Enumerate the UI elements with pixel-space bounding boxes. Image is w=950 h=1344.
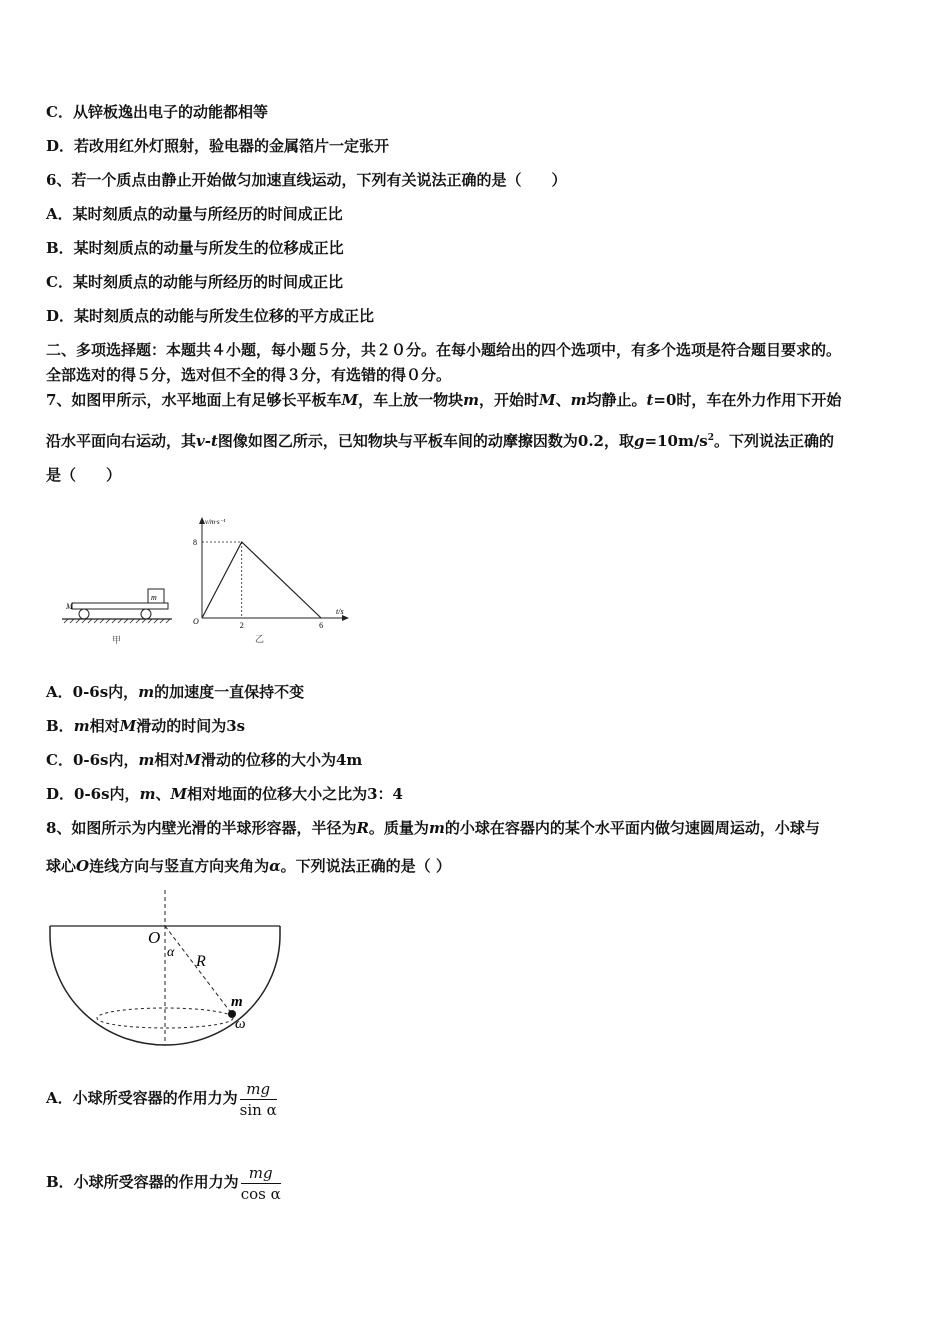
ball-m-label: m [231, 994, 243, 1010]
cart-plank [72, 603, 168, 609]
omega-label: ω [235, 1016, 246, 1032]
radius-R-label: R [196, 953, 206, 970]
angle-alpha-label: α [167, 945, 175, 960]
q5-option-c: C．从锌板逸出电子的动能都相等 [46, 103, 268, 121]
q8-stem-line2: 球心O连线方向与竖直方向夹角为α。下列说法正确的是（ ） [46, 857, 451, 875]
section2-heading: 二、多项选择题：本题共４小题，每小题５分，共２０分。在每小题给出的四个选项中，有多个选项是符合题目要求的。 [46, 341, 842, 359]
graph-x-label: t/s [336, 607, 344, 616]
q7-stem-line3: 是（ ） [46, 466, 122, 484]
q7-option-a: A．0-6s内，m的加速度一直保持不变 [46, 683, 305, 701]
q8-option-b: B．小球所受容器的作用力为 $\frac{mg}{\text{cos α}}$ [46, 1163, 281, 1203]
q7-vt-graph [185, 512, 355, 647]
q8-hemisphere-figure [44, 890, 294, 1052]
figure-jia-caption: 甲 [112, 636, 122, 646]
q6-option-a: A．某时刻质点的动量与所经历的时间成正比 [46, 205, 343, 223]
graph-velocity-series [202, 542, 321, 618]
q7-figure-jia [60, 575, 180, 650]
q7-stem-line1: 7、如图甲所示，水平地面上有足够长平板车M，车上放一物块m，开始时M、m均静止。t=0时，车在外力作用下开始 [46, 391, 842, 409]
graph-y-label: v/m·s⁻¹ [205, 518, 226, 526]
graph-origin-label: O [193, 617, 199, 626]
q6-option-d: D．某时刻质点的动能与所发生位移的平方成正比 [46, 307, 375, 325]
q7-option-b: B．m相对M滑动的时间为3s [46, 717, 246, 735]
cart-M-label: M [66, 602, 73, 611]
q6-option-b: B．某时刻质点的动量与所发生的位移成正比 [46, 239, 344, 257]
block-m-label: m [151, 593, 157, 602]
graph-x-tick-6: 6 [319, 621, 324, 630]
radius-line [165, 926, 232, 1014]
figure-yi-caption: 乙 [255, 635, 265, 645]
graph-x-tick-2: 2 [239, 621, 244, 630]
q7-option-d: D．0-6s内，m、M相对地面的位移大小之比为3：4 [46, 785, 403, 803]
q6-option-c: C．某时刻质点的动能与所经历的时间成正比 [46, 273, 343, 291]
center-O-label: O [148, 928, 161, 947]
q8-option-b-fraction: $\frac{mg}{\text{cos α}}$ [240, 1163, 281, 1203]
q8-option-a: A．小球所受容器的作用力为 $\frac{mg}{\text{sin α}}$ [46, 1079, 277, 1119]
q7-option-c: C．0-6s内，m相对M滑动的位移的大小为4m [46, 751, 363, 769]
q7-stem-line2: 沿水平面向右运动，其v-t图像如图乙所示，已知物块与平板车间的动摩擦因数为0.2，取$g=10m/s^2$。下列说法正确的 [46, 432, 835, 450]
section2-subheading: 全部选对的得５分，选对但不全的得３分，有选错的得０分。 [46, 366, 452, 384]
cart-wheel-left [79, 609, 89, 619]
graph-y-tick-8: 8 [193, 538, 197, 547]
q8-stem-line1: 8、如图所示为内壁光滑的半球形容器，半径为R。质量为m的小球在容器内的某个水平面内做匀速圆周运动，小球与 [46, 819, 820, 837]
q6-stem: 6、若一个质点由静止开始做匀加速直线运动，下列有关说法正确的是（ ） [46, 171, 567, 189]
cart-wheel-right [141, 609, 151, 619]
q5-option-d: D．若改用红外灯照射，验电器的金属箔片一定张开 [46, 137, 390, 155]
q8-option-a-fraction: $\frac{mg}{\text{sin α}}$ [239, 1079, 277, 1119]
